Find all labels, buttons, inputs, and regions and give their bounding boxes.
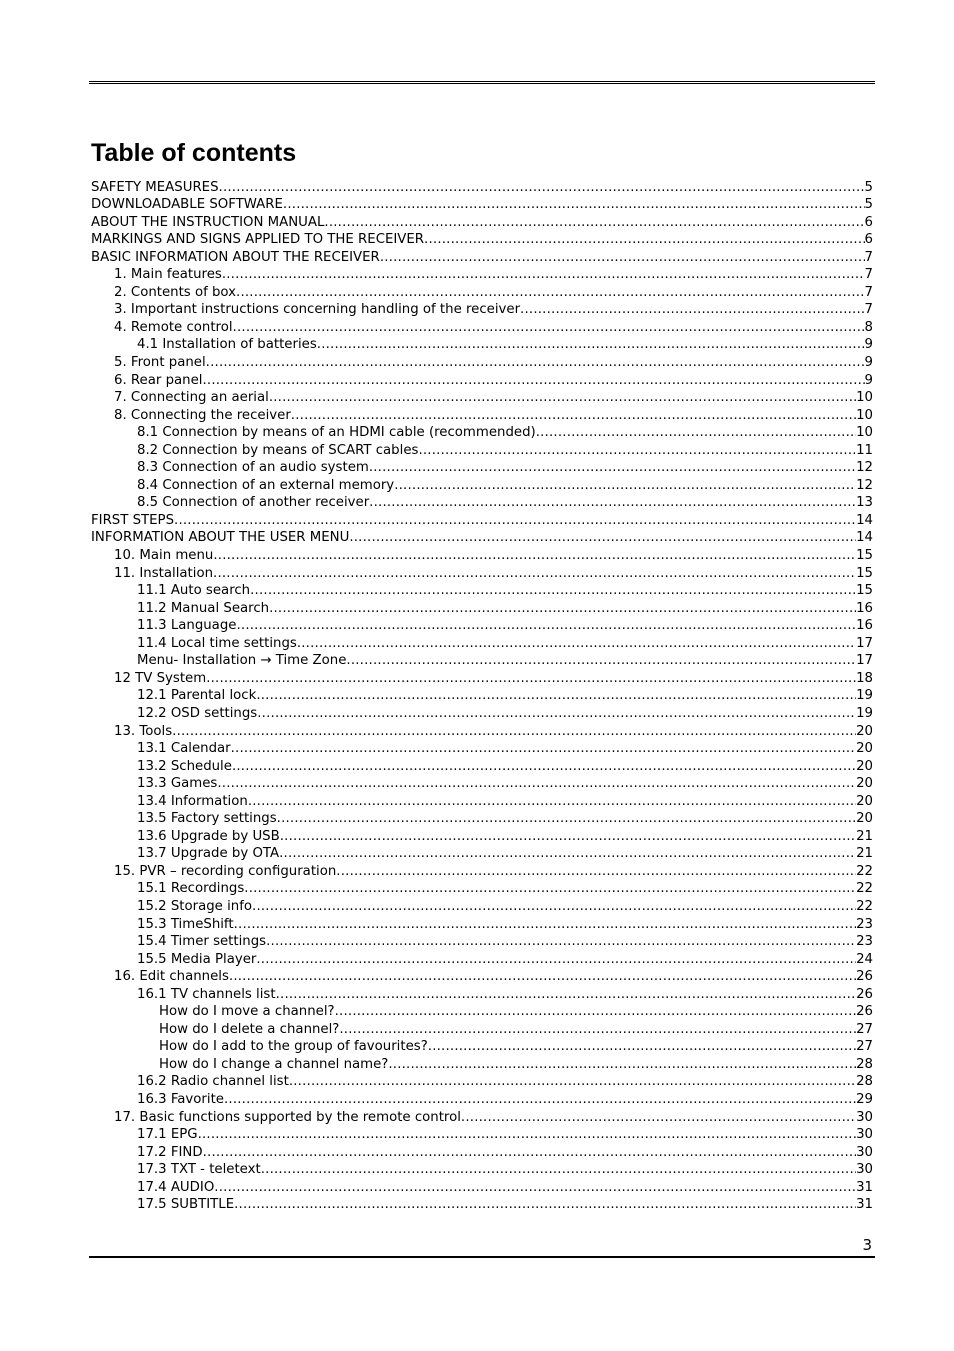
toc-entry[interactable] xyxy=(91,933,873,951)
toc-entry-label: SAFETY MEASURES xyxy=(91,179,219,195)
toc-leader-dots xyxy=(232,758,856,775)
toc-entry[interactable] xyxy=(91,915,873,933)
toc-entry-page: 15 xyxy=(856,565,873,581)
toc-entry-label: 13.3 Games xyxy=(137,776,218,792)
toc-entry-page: 22 xyxy=(856,881,873,897)
toc-entry[interactable] xyxy=(91,336,873,354)
toc-entry[interactable] xyxy=(91,968,873,986)
toc-entry-page: 27 xyxy=(856,1039,873,1055)
toc-entry[interactable] xyxy=(91,231,873,249)
toc-entry[interactable] xyxy=(91,248,873,266)
toc-entry[interactable] xyxy=(91,599,873,617)
toc-leader-dots xyxy=(394,477,856,494)
toc-leader-dots xyxy=(266,933,856,950)
toc-entry[interactable] xyxy=(91,722,873,740)
toc-entry-label: 12.1 Parental lock xyxy=(137,688,257,704)
toc-entry-label: 13.6 Upgrade by USB xyxy=(137,828,280,844)
toc-entry[interactable] xyxy=(91,1038,873,1056)
toc-entry-page: 28 xyxy=(856,1074,873,1090)
toc-leader-dots xyxy=(234,1196,856,1213)
toc-entry-page: 10 xyxy=(856,425,873,441)
toc-entry[interactable] xyxy=(91,441,873,459)
toc-leader-dots xyxy=(256,687,856,704)
toc-leader-dots xyxy=(203,1144,856,1161)
toc-leader-dots xyxy=(256,951,856,968)
toc-entry-label: 13. Tools xyxy=(114,723,173,739)
toc-entry[interactable] xyxy=(91,1055,873,1073)
toc-leader-dots xyxy=(461,1109,856,1126)
toc-entry-label: 2. Contents of box xyxy=(114,284,237,300)
toc-entry[interactable] xyxy=(91,511,873,529)
toc-leader-dots xyxy=(380,249,865,266)
toc-leader-dots xyxy=(369,459,856,476)
toc-entry[interactable] xyxy=(91,266,873,284)
toc-entry[interactable] xyxy=(91,1196,873,1214)
toc-entry-page: 12 xyxy=(856,477,873,493)
toc-entry-label: 3. Important instructions concerning handling of the receiver xyxy=(114,302,521,318)
toc-entry-page: 20 xyxy=(856,811,873,827)
toc-entry[interactable] xyxy=(91,1003,873,1021)
toc-entry-label: 11.1 Auto search xyxy=(137,583,251,599)
toc-entry[interactable] xyxy=(91,827,873,845)
toc-entry-label: 15.1 Recordings xyxy=(137,881,245,897)
toc-leader-dots xyxy=(217,775,856,792)
toc-entry[interactable] xyxy=(91,652,873,670)
toc-entry[interactable] xyxy=(91,318,873,336)
toc-entry-page: 26 xyxy=(856,986,873,1002)
toc-entry-label: 7. Connecting an aerial xyxy=(114,390,269,406)
toc-entry-label: 16.3 Favorite xyxy=(137,1091,224,1107)
toc-entry-page: 9 xyxy=(864,337,873,353)
toc-leader-dots xyxy=(224,1091,856,1108)
toc-leader-dots xyxy=(335,1003,856,1020)
toc-entry-label: How do I change a channel name? xyxy=(159,1056,389,1072)
toc-entry[interactable] xyxy=(91,669,873,687)
toc-leader-dots xyxy=(283,196,865,213)
toc-entry[interactable] xyxy=(91,564,873,582)
toc-entry-label: 11.3 Language xyxy=(137,618,237,634)
toc-leader-dots xyxy=(424,231,864,248)
toc-entry-label: 13.1 Calendar xyxy=(137,741,231,757)
toc-entry-label: MARKINGS AND SIGNS APPLIED TO THE RECEIVER xyxy=(91,232,425,248)
toc-entry-page: 11 xyxy=(856,442,873,458)
table-of-contents xyxy=(91,178,873,1213)
toc-leader-dots xyxy=(520,301,864,318)
toc-entry[interactable] xyxy=(91,1020,873,1038)
toc-entry-page: 30 xyxy=(856,1144,873,1160)
toc-leader-dots xyxy=(202,372,864,389)
toc-entry-page: 29 xyxy=(856,1091,873,1107)
toc-entry-label: 16.2 Radio channel list xyxy=(137,1074,289,1090)
toc-entry-label: DOWNLOADABLE SOFTWARE xyxy=(91,197,283,213)
toc-leader-dots xyxy=(289,1073,856,1090)
toc-entry[interactable] xyxy=(91,687,873,705)
toc-entry[interactable] xyxy=(91,494,873,512)
toc-leader-dots xyxy=(252,898,856,915)
toc-entry[interactable] xyxy=(91,301,873,319)
toc-entry-page: 20 xyxy=(856,758,873,774)
toc-entry-page: 9 xyxy=(864,372,873,388)
toc-entry-label: 13.5 Factory settings xyxy=(137,811,277,827)
toc-entry-label: 8.4 Connection of an external memory xyxy=(137,477,395,493)
toc-entry-page: 21 xyxy=(856,828,873,844)
toc-entry[interactable] xyxy=(91,196,873,214)
toc-leader-dots xyxy=(233,319,865,336)
toc-entry-page: 19 xyxy=(856,688,873,704)
toc-entry-page: 30 xyxy=(856,1162,873,1178)
toc-entry-label: 8.1 Connection by means of an HDMI cable (recommended) xyxy=(137,425,536,441)
toc-entry-label: 11. Installation xyxy=(114,565,214,581)
toc-entry[interactable] xyxy=(91,529,873,547)
toc-entry-page: 20 xyxy=(856,741,873,757)
toc-leader-dots xyxy=(324,214,864,231)
toc-entry-label: 15. PVR – recording configuration xyxy=(114,863,337,879)
toc-entry-page: 18 xyxy=(856,670,873,686)
toc-entry[interactable] xyxy=(91,283,873,301)
toc-entry-page: 20 xyxy=(856,723,873,739)
toc-entry-label: 12.2 OSD settings xyxy=(137,705,258,721)
toc-leader-dots xyxy=(418,442,856,459)
toc-leader-dots xyxy=(257,705,856,722)
toc-entry-label: 11.4 Local time settings xyxy=(137,635,297,651)
toc-entry[interactable] xyxy=(91,740,873,758)
toc-leader-dots xyxy=(174,512,856,529)
toc-entry-page: 20 xyxy=(856,776,873,792)
footer-rule xyxy=(89,1256,875,1258)
toc-entry-page: 26 xyxy=(856,1004,873,1020)
toc-entry-label: 11.2 Manual Search xyxy=(137,600,270,616)
toc-entry[interactable] xyxy=(91,897,873,915)
toc-entry-page: 13 xyxy=(856,495,873,511)
toc-entry[interactable] xyxy=(91,389,873,407)
toc-entry[interactable] xyxy=(91,880,873,898)
toc-entry[interactable] xyxy=(91,757,873,775)
toc-leader-dots xyxy=(428,1038,856,1055)
toc-entry-label: 8.3 Connection of an audio system xyxy=(137,460,369,476)
page-title: Table of contents xyxy=(91,139,297,167)
toc-entry-label: FIRST STEPS xyxy=(91,512,175,528)
toc-entry[interactable] xyxy=(91,792,873,810)
toc-entry-label: 16. Edit channels xyxy=(114,969,229,985)
toc-entry[interactable] xyxy=(91,1126,873,1144)
toc-entry[interactable] xyxy=(91,406,873,424)
toc-leader-dots xyxy=(277,810,856,827)
toc-leader-dots xyxy=(213,547,856,564)
toc-entry[interactable] xyxy=(91,1073,873,1091)
toc-entry-label: 10. Main menu xyxy=(114,548,214,564)
toc-leader-dots xyxy=(269,600,856,617)
toc-entry[interactable] xyxy=(91,546,873,564)
toc-leader-dots xyxy=(214,1179,856,1196)
toc-entry-label: ABOUT THE INSTRUCTION MANUAL xyxy=(91,214,325,230)
toc-leader-dots xyxy=(280,828,856,845)
toc-entry[interactable] xyxy=(91,810,873,828)
toc-leader-dots xyxy=(234,916,856,933)
toc-entry-page: 15 xyxy=(856,548,873,564)
toc-entry-page: 5 xyxy=(864,179,873,195)
page-number: 3 xyxy=(862,1236,872,1254)
toc-entry-page: 22 xyxy=(856,898,873,914)
toc-entry[interactable] xyxy=(91,617,873,635)
toc-entry-label: 6. Rear panel xyxy=(114,372,203,388)
toc-entry-page: 14 xyxy=(856,530,873,546)
toc-leader-dots xyxy=(291,407,856,424)
toc-entry[interactable] xyxy=(91,862,873,880)
toc-leader-dots xyxy=(269,389,856,406)
toc-entry-page: 31 xyxy=(856,1197,873,1213)
toc-entry[interactable] xyxy=(91,634,873,652)
toc-entry-page: 15 xyxy=(856,583,873,599)
toc-leader-dots xyxy=(206,354,865,371)
toc-entry[interactable] xyxy=(91,950,873,968)
toc-entry-label: Menu- Installation → Time Zone xyxy=(137,653,347,669)
toc-entry-page: 23 xyxy=(856,934,873,950)
toc-entry[interactable] xyxy=(91,1090,873,1108)
toc-entry-label: 17. Basic functions supported by the remote control xyxy=(114,1109,461,1125)
toc-entry-page: 22 xyxy=(856,863,873,879)
toc-entry-label: 15.5 Media Player xyxy=(137,951,257,967)
toc-entry-label: 17.3 TXT - teletext xyxy=(137,1162,261,1178)
toc-entry-label: 12 TV System xyxy=(114,670,207,686)
toc-entry-label: 17.2 FIND xyxy=(137,1144,203,1160)
toc-entry[interactable] xyxy=(91,476,873,494)
toc-entry[interactable] xyxy=(91,371,873,389)
toc-leader-dots xyxy=(317,336,865,353)
toc-entry-page: 6 xyxy=(864,232,873,248)
toc-entry-page: 16 xyxy=(856,600,873,616)
toc-leader-dots xyxy=(297,635,856,652)
toc-entry-page: 10 xyxy=(856,407,873,423)
toc-entry[interactable] xyxy=(91,1108,873,1126)
toc-entry[interactable] xyxy=(91,1143,873,1161)
toc-entry-label: INFORMATION ABOUT THE USER MENU xyxy=(91,530,350,546)
toc-leader-dots xyxy=(248,793,856,810)
toc-entry-label: 8. Connecting the receiver xyxy=(114,407,291,423)
toc-entry-page: 31 xyxy=(856,1179,873,1195)
toc-entry-label: 4. Remote control xyxy=(114,319,233,335)
toc-entry[interactable] xyxy=(91,1161,873,1179)
toc-entry[interactable] xyxy=(91,178,873,196)
toc-entry-label: 17.1 EPG xyxy=(137,1127,198,1143)
toc-entry[interactable] xyxy=(91,353,873,371)
toc-leader-dots xyxy=(261,1161,856,1178)
toc-entry-page: 7 xyxy=(864,284,873,300)
toc-entry-page: 6 xyxy=(864,214,873,230)
toc-entry-label: 8.5 Connection of another receiver xyxy=(137,495,370,511)
toc-entry-page: 5 xyxy=(864,197,873,213)
toc-entry[interactable] xyxy=(91,775,873,793)
toc-entry[interactable] xyxy=(91,985,873,1003)
toc-entry-page: 8 xyxy=(864,319,873,335)
toc-leader-dots xyxy=(346,652,856,669)
toc-entry-label: 4.1 Installation of batteries xyxy=(137,337,317,353)
toc-leader-dots xyxy=(206,670,856,687)
header-rule xyxy=(89,81,875,84)
toc-entry[interactable] xyxy=(91,582,873,600)
toc-entry-page: 30 xyxy=(856,1109,873,1125)
toc-entry-label: How do I move a channel? xyxy=(159,1004,335,1020)
toc-entry-page: 21 xyxy=(856,846,873,862)
toc-leader-dots xyxy=(250,582,856,599)
toc-entry-page: 17 xyxy=(856,635,873,651)
toc-entry-label: 17.4 AUDIO xyxy=(137,1179,215,1195)
toc-leader-dots xyxy=(236,617,856,634)
toc-leader-dots xyxy=(172,723,856,740)
toc-entry-page: 7 xyxy=(864,267,873,283)
toc-entry-label: 15.4 Timer settings xyxy=(137,934,267,950)
toc-entry-page: 20 xyxy=(856,793,873,809)
toc-entry-page: 9 xyxy=(864,355,873,371)
toc-entry-page: 16 xyxy=(856,618,873,634)
toc-leader-dots xyxy=(213,565,856,582)
toc-entry-page: 7 xyxy=(864,249,873,265)
toc-leader-dots xyxy=(219,179,865,196)
toc-entry-label: BASIC INFORMATION ABOUT THE RECEIVER xyxy=(91,249,380,265)
toc-entry-label: 13.4 Information xyxy=(137,793,248,809)
toc-entry-label: 13.2 Schedule xyxy=(137,758,232,774)
toc-leader-dots xyxy=(336,863,856,880)
toc-entry-label: 13.7 Upgrade by OTA xyxy=(137,846,280,862)
toc-leader-dots xyxy=(388,1056,856,1073)
toc-entry-label: 15.3 TimeShift xyxy=(137,916,234,932)
toc-leader-dots xyxy=(339,1021,856,1038)
toc-leader-dots xyxy=(349,529,856,546)
toc-entry[interactable] xyxy=(91,704,873,722)
toc-entry-page: 30 xyxy=(856,1127,873,1143)
toc-entry-page: 24 xyxy=(856,951,873,967)
toc-entry-page: 19 xyxy=(856,705,873,721)
toc-entry-label: 5. Front panel xyxy=(114,355,206,371)
toc-entry[interactable] xyxy=(91,459,873,477)
toc-leader-dots xyxy=(229,968,856,985)
toc-entry-label: 1. Main features xyxy=(114,267,222,283)
toc-entry-page: 12 xyxy=(856,460,873,476)
toc-leader-dots xyxy=(198,1126,857,1143)
toc-entry-label: How do I add to the group of favourites? xyxy=(159,1039,428,1055)
toc-entry-label: 17.5 SUBTITLE xyxy=(137,1197,235,1213)
toc-leader-dots xyxy=(231,740,856,757)
toc-entry-page: 26 xyxy=(856,969,873,985)
toc-entry-page: 14 xyxy=(856,512,873,528)
toc-entry-page: 10 xyxy=(856,390,873,406)
toc-entry[interactable] xyxy=(91,424,873,442)
toc-entry-page: 23 xyxy=(856,916,873,932)
toc-leader-dots xyxy=(222,266,865,283)
toc-leader-dots xyxy=(369,494,856,511)
toc-entry-label: 15.2 Storage info xyxy=(137,898,253,914)
toc-entry[interactable] xyxy=(91,845,873,863)
toc-entry-page: 28 xyxy=(856,1056,873,1072)
toc-leader-dots xyxy=(276,986,856,1003)
toc-entry-label: 8.2 Connection by means of SCART cables xyxy=(137,442,419,458)
toc-entry-page: 7 xyxy=(864,302,873,318)
toc-entry-label: How do I delete a channel? xyxy=(159,1021,340,1037)
toc-entry[interactable] xyxy=(91,1178,873,1196)
toc-entry-page: 17 xyxy=(856,653,873,669)
toc-entry[interactable] xyxy=(91,213,873,231)
toc-leader-dots xyxy=(279,845,856,862)
toc-entry-page: 27 xyxy=(856,1021,873,1037)
toc-leader-dots xyxy=(236,284,865,301)
toc-leader-dots xyxy=(244,880,856,897)
toc-entry-label: 16.1 TV channels list xyxy=(137,986,276,1002)
toc-leader-dots xyxy=(536,424,856,441)
